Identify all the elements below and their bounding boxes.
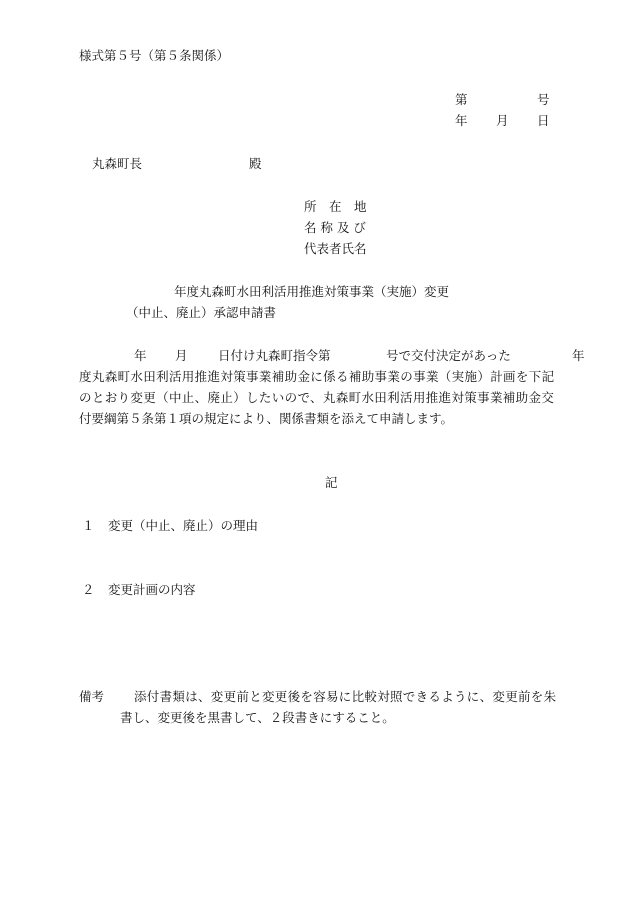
item-1-number: １ xyxy=(82,518,95,533)
title-line1: 年度丸森町水田利活用推進対策事業（実施）変更 xyxy=(174,284,450,299)
body-line3: のとおり変更（中止、廃止）したいので、丸森町水田利活用推進対策事業補助金交 xyxy=(79,390,555,405)
remarks-label: 備考 xyxy=(79,689,105,704)
addressee-name: 丸森町長 xyxy=(92,156,143,171)
body-line1-text2: 号で交付決定があった xyxy=(386,348,511,363)
remarks-line2: 書し、変更後を黒書して、２段書きにすること。 xyxy=(120,710,395,725)
item-1-text: 変更（中止、廃止）の理由 xyxy=(108,518,259,533)
date-month: 月 xyxy=(496,113,509,128)
number-suffix: 号 xyxy=(537,92,550,107)
body-year: 年 xyxy=(134,348,147,363)
body-line2: 度丸森町水田利活用推進対策事業補助金に係る補助事業の事業（実施）計画を下記 xyxy=(79,369,555,384)
ki-heading: 記 xyxy=(325,475,338,490)
item-2-number: ２ xyxy=(82,582,95,597)
form-label: 様式第５号（第５条関係） xyxy=(79,48,230,63)
date-year: 年 xyxy=(455,113,468,128)
remarks-line1: 添付書類は、変更前と変更後を容易に比較対照できるように、変更前を朱 xyxy=(134,689,557,704)
addressee-honorific: 殿 xyxy=(249,156,262,171)
applicant-name-label: 名 称 及 び xyxy=(304,220,366,235)
number-prefix: 第 xyxy=(455,92,468,107)
body-year2: 年 xyxy=(572,348,585,363)
body-line1-text: 日付け丸森町指令第 xyxy=(218,348,331,363)
applicant-rep-label: 代表者氏名 xyxy=(304,241,367,256)
body-line4: 付要綱第５条第１項の規定により、関係書類を添えて申請します。 xyxy=(79,411,454,426)
date-day: 日 xyxy=(537,113,550,128)
item-2-text: 変更計画の内容 xyxy=(108,582,196,597)
applicant-address-label: 所 在 地 xyxy=(304,199,367,214)
title-line2: （中止、廃止）承認申請書 xyxy=(126,305,277,320)
body-month: 月 xyxy=(175,348,188,363)
